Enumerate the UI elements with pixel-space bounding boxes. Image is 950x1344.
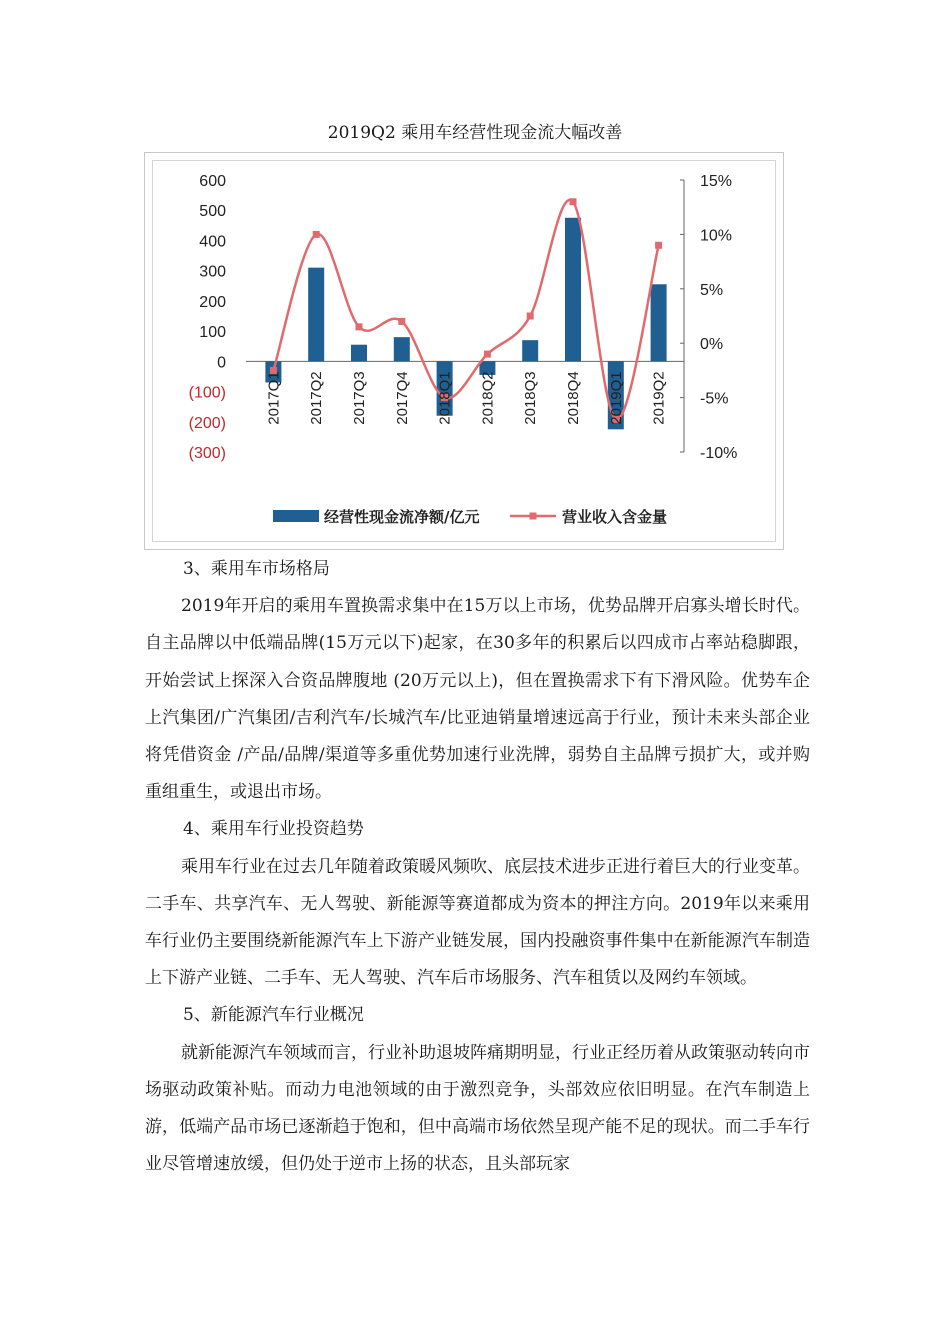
category-label: 2019Q2: [650, 371, 668, 425]
right-axis-tick-label: -5%: [700, 390, 729, 408]
article-body: [145, 551, 810, 1183]
left-axis-tick-label: 600: [199, 173, 226, 190]
section-heading-5: 5、新能源汽车行业概况: [183, 1005, 364, 1026]
cash-flow-bar: [351, 345, 367, 362]
cash-flow-bar: [308, 268, 324, 362]
right-axis-tick-label: -10%: [700, 445, 738, 462]
figure-title: 2019Q2 乘用车经营性现金流大幅改善: [327, 123, 623, 143]
cash-flow-bar: [522, 340, 538, 361]
right-axis-tick-label: 0%: [700, 336, 724, 354]
legend-line-label: 营业收入含金量: [562, 508, 668, 526]
section-heading-3: 3、乘用车市场格局: [183, 559, 330, 579]
cash-flow-chart: [144, 152, 784, 550]
left-axis-tick-label: 500: [199, 203, 226, 221]
category-label: 2017Q3: [351, 371, 368, 425]
revenue-quality-point: [655, 242, 662, 249]
right-axis-tick-label: 5%: [700, 281, 724, 299]
left-axis-tick-label: (300): [188, 445, 226, 462]
revenue-quality-point: [398, 318, 405, 325]
cash-flow-bar: [651, 284, 667, 361]
right-axis-tick-label: 10%: [700, 227, 733, 245]
paragraph-market-structure: 2019年开启的乘用车置换需求集中在15万以上市场，优势品牌开启寡头增长时代。自主品牌以中低端品牌(15万元以下)起家，在30多年的积累后以四成市占率站稳脚跟，开始尝试上探深入合资品牌腹地 (20万元以上)，但在置换需求下有下滑风险。优势车企上汽集团/广汽集团/吉利汽车/长城汽车/比亚迪销量增速远高于行业，预计未来头部企业将凭借资金 /产品/品牌/渠道等多重优势加速行业洗牌，弱势自主品牌亏损扩大，或并购重组重生，或退出市场。: [145, 596, 810, 803]
revenue-quality-point: [527, 313, 534, 320]
left-axis-tick-label: (100): [188, 384, 226, 402]
revenue-quality-point: [570, 198, 577, 205]
revenue-quality-point: [484, 351, 491, 358]
cash-flow-bar: [565, 218, 581, 362]
left-axis-tick-label: 0: [217, 354, 226, 372]
category-label: 2018Q3: [522, 371, 540, 425]
revenue-quality-point: [356, 323, 363, 330]
section-heading-4: 4、乘用车行业投资趋势: [183, 819, 364, 840]
category-label: 2017Q1: [265, 371, 283, 425]
left-axis-tick-label: 300: [199, 263, 226, 281]
left-axis-tick-label: 400: [199, 233, 226, 251]
left-axis-tick-label: 200: [199, 293, 226, 311]
left-axis-tick-label: 100: [199, 324, 226, 342]
left-axis-tick-label: (200): [188, 414, 226, 432]
category-label: 2018Q4: [565, 371, 582, 425]
paragraph-investment-trend: 乘用车行业在过去几年随着政策暖风频吹、底层技术进步正进行着巨大的行业变革。二手车、共享汽车、无人驾驶、新能源等赛道都成为资本的押注方向。2019年以来乘用车行业仍主要围绕新能源汽车上下游产业链发展，国内投融资事件集中在新能源汽车制造上下游产业链、二手车、无人驾驶、汽车后市场服务、汽车租赁以及网约车领域。: [145, 856, 810, 989]
revenue-quality-point: [313, 231, 320, 238]
legend-line-marker: [530, 513, 537, 520]
category-label: 2018Q1: [436, 371, 454, 425]
category-label: 2017Q2: [308, 371, 326, 425]
category-label: 2019Q1: [607, 371, 625, 425]
category-label: 2018Q2: [479, 371, 497, 425]
legend-bar-swatch: [273, 510, 319, 522]
category-label: 2017Q4: [393, 371, 411, 425]
cash-flow-bar: [394, 337, 410, 361]
legend-bar-label: 经营性现金流净额/亿元: [324, 508, 480, 526]
right-axis-tick-label: 15%: [700, 173, 733, 190]
paragraph-nev-overview: 就新能源汽车领域而言，行业补助退坡阵痛期明显，行业正经历着从政策驱动转向市场驱动政策补贴。而动力电池领域的由于激烈竞争，头部效应依旧明显。在汽车制造上游，低端产品市场已逐渐趋于饱和，但中高端市场依然呈现产能不足的现状。而二手车行业尽管增速放缓，但仍处于逆市上扬的状态，且头部玩家: [145, 1042, 810, 1175]
revenue-quality-line: [273, 200, 658, 420]
